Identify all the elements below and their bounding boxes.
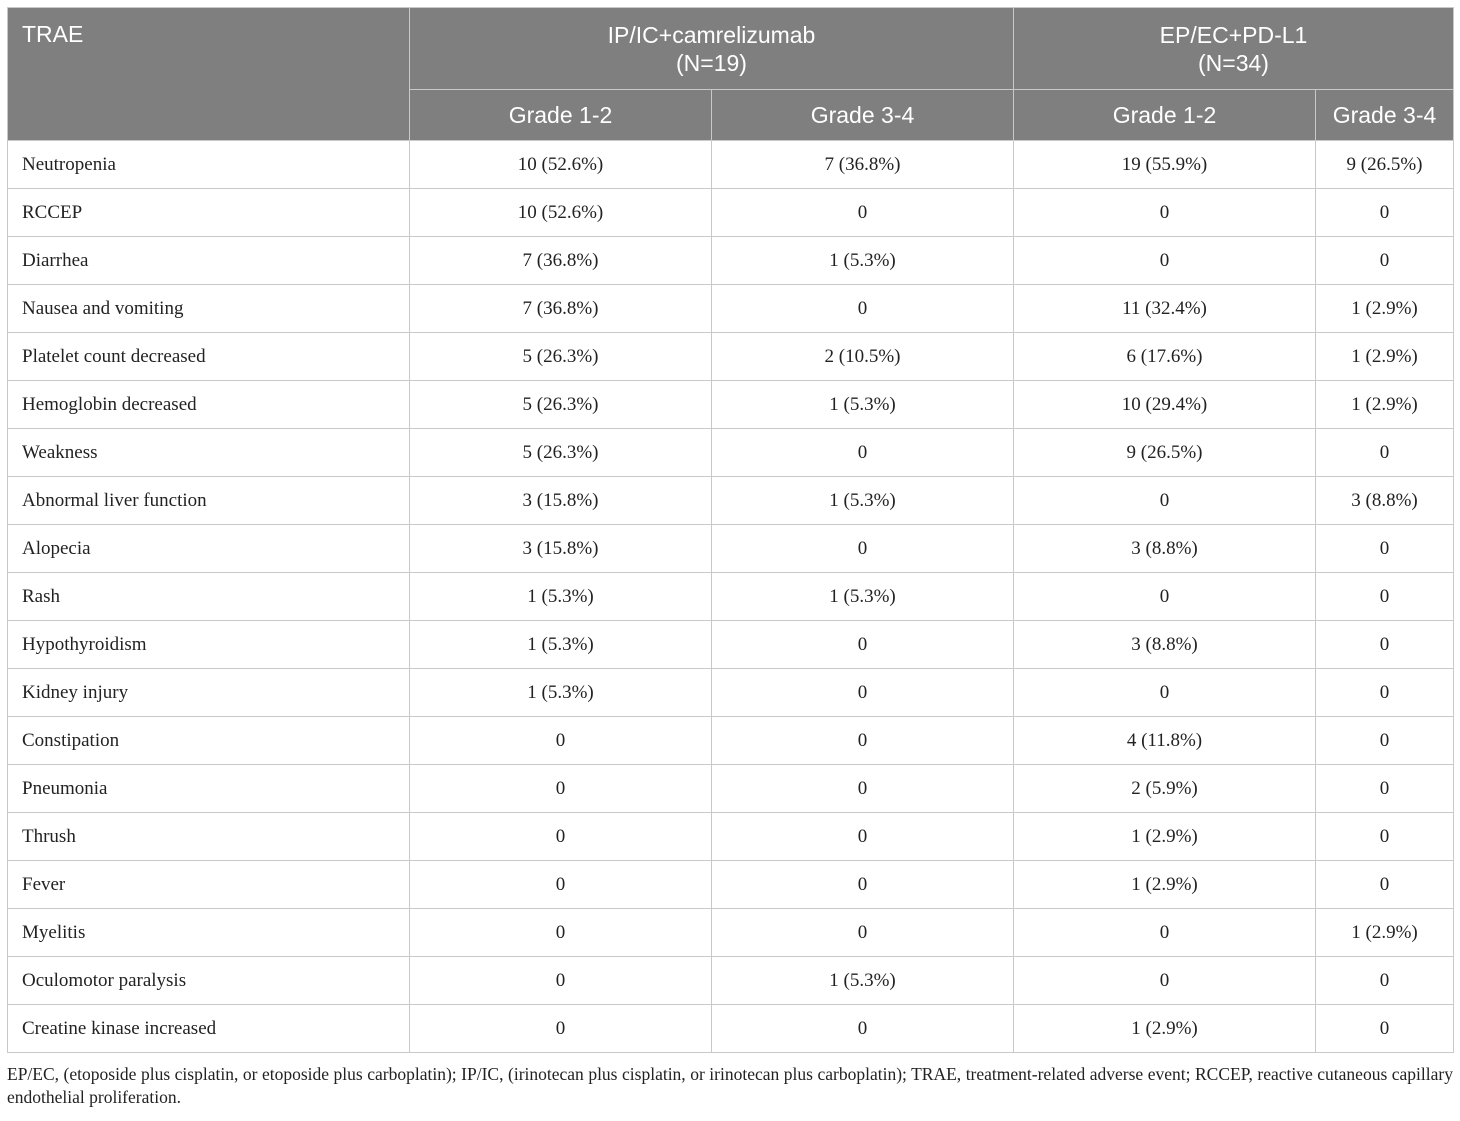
adverse-event-label: Weakness (8, 429, 410, 477)
table-cell: 0 (712, 717, 1014, 765)
table-cell: 0 (1316, 957, 1454, 1005)
table-cell: 1 (5.3%) (712, 237, 1014, 285)
table-cell: 0 (1316, 429, 1454, 477)
adverse-event-label: Neutropenia (8, 141, 410, 189)
table-cell: 0 (1316, 573, 1454, 621)
table-cell: 0 (712, 861, 1014, 909)
table-row (8, 909, 1454, 957)
table-footnote: EP/EC, (etoposide plus cisplatin, or etoposide plus carboplatin); IP/IC, (irinotecan plus cisplatin, or irinotecan plus carboplatin); TRAE, treatment-related adverse event; RCCEP, reactive cutaneous capillary endothelial proliferation. (7, 1064, 1453, 1107)
table-cell: 1 (2.9%) (1316, 909, 1454, 957)
table-cell: 1 (5.3%) (712, 381, 1014, 429)
table-cell: 0 (1316, 861, 1454, 909)
table-cell: 0 (410, 957, 712, 1005)
table-cell: 0 (712, 525, 1014, 573)
table-cell: 1 (5.3%) (410, 621, 712, 669)
table-row (8, 765, 1454, 813)
table-cell: 1 (5.3%) (712, 573, 1014, 621)
table-cell: 0 (1014, 477, 1316, 525)
table-cell: 0 (1014, 237, 1316, 285)
table-row (8, 1005, 1454, 1053)
table-cell: 1 (2.9%) (1014, 813, 1316, 861)
table-row (8, 237, 1454, 285)
table-cell: 0 (712, 429, 1014, 477)
table-row (8, 477, 1454, 525)
table-cell: 0 (410, 717, 712, 765)
table-row (8, 381, 1454, 429)
table-cell: 3 (8.8%) (1014, 525, 1316, 573)
group-name: IP/IC+camrelizumab (607, 21, 816, 48)
table-cell: 0 (1014, 669, 1316, 717)
table-cell: 10 (52.6%) (410, 141, 712, 189)
table-cell: 19 (55.9%) (1014, 141, 1316, 189)
table-cell: 7 (36.8%) (712, 141, 1014, 189)
table-row (8, 717, 1454, 765)
table-row (8, 285, 1454, 333)
header-row-groups (8, 8, 1454, 90)
table-row (8, 429, 1454, 477)
table-cell: 0 (1316, 525, 1454, 573)
table-cell: 10 (52.6%) (410, 189, 712, 237)
table-cell: 7 (36.8%) (410, 285, 712, 333)
table-cell: 0 (1316, 621, 1454, 669)
adverse-event-label: Oculomotor paralysis (8, 957, 410, 1005)
table-row (8, 813, 1454, 861)
group-n: (N=19) (676, 49, 747, 76)
header-grade: Grade 3-4 (712, 90, 1014, 141)
table-cell: 3 (15.8%) (410, 477, 712, 525)
adverse-event-label: Alopecia (8, 525, 410, 573)
table-cell: 3 (8.8%) (1316, 477, 1454, 525)
group-n: (N=34) (1198, 49, 1269, 76)
adverse-event-label: Hypothyroidism (8, 621, 410, 669)
table-cell: 0 (712, 1005, 1014, 1053)
adverse-event-label: Pneumonia (8, 765, 410, 813)
table-cell: 9 (26.5%) (1014, 429, 1316, 477)
table-cell: 1 (2.9%) (1316, 381, 1454, 429)
adverse-event-label: Fever (8, 861, 410, 909)
table-cell: 0 (410, 909, 712, 957)
table-cell: 1 (5.3%) (712, 477, 1014, 525)
table-cell: 0 (1316, 717, 1454, 765)
table-cell: 3 (8.8%) (1014, 621, 1316, 669)
table-row (8, 141, 1454, 189)
table-row (8, 621, 1454, 669)
table-cell: 0 (410, 765, 712, 813)
trae-table (7, 7, 1454, 1053)
table-row (8, 669, 1454, 717)
table-cell: 1 (2.9%) (1316, 285, 1454, 333)
table-header (8, 8, 1454, 141)
table-cell: 0 (410, 813, 712, 861)
table-cell: 0 (1316, 669, 1454, 717)
table-cell: 5 (26.3%) (410, 381, 712, 429)
table-container (7, 7, 1453, 1109)
table-cell: 1 (5.3%) (410, 669, 712, 717)
table-cell: 0 (712, 285, 1014, 333)
adverse-event-label: Rash (8, 573, 410, 621)
table-cell: 1 (2.9%) (1014, 861, 1316, 909)
table-cell: 4 (11.8%) (1014, 717, 1316, 765)
table-cell: 0 (712, 189, 1014, 237)
table-row (8, 573, 1454, 621)
table-body (8, 141, 1454, 1053)
table-cell: 5 (26.3%) (410, 333, 712, 381)
table-cell: 7 (36.8%) (410, 237, 712, 285)
table-cell: 0 (712, 813, 1014, 861)
adverse-event-label: Kidney injury (8, 669, 410, 717)
table-cell: 1 (2.9%) (1014, 1005, 1316, 1053)
adverse-event-label: Abnormal liver function (8, 477, 410, 525)
table-cell: 0 (1014, 957, 1316, 1005)
table-cell: 0 (1014, 189, 1316, 237)
table-cell: 0 (712, 669, 1014, 717)
adverse-event-label: Creatine kinase increased (8, 1005, 410, 1053)
table-cell: 0 (712, 621, 1014, 669)
table-cell: 0 (1316, 189, 1454, 237)
table-cell: 0 (410, 1005, 712, 1053)
table-row (8, 333, 1454, 381)
table-cell: 0 (1014, 909, 1316, 957)
table-cell: 6 (17.6%) (1014, 333, 1316, 381)
table-cell: 0 (1316, 237, 1454, 285)
table-cell: 1 (5.3%) (410, 573, 712, 621)
table-cell: 0 (1316, 1005, 1454, 1053)
table-cell: 2 (10.5%) (712, 333, 1014, 381)
adverse-event-label: Hemoglobin decreased (8, 381, 410, 429)
table-row (8, 189, 1454, 237)
adverse-event-label: Nausea and vomiting (8, 285, 410, 333)
header-group-ip-ic (410, 8, 1014, 90)
table-cell: 0 (1316, 813, 1454, 861)
table-row (8, 861, 1454, 909)
table-row (8, 957, 1454, 1005)
table-cell: 0 (1014, 573, 1316, 621)
table-cell: 0 (1316, 765, 1454, 813)
adverse-event-label: Constipation (8, 717, 410, 765)
adverse-event-label: Myelitis (8, 909, 410, 957)
table-cell: 0 (410, 861, 712, 909)
header-trae: TRAE (8, 8, 410, 141)
header-grade: Grade 3-4 (1316, 90, 1454, 141)
table-cell: 11 (32.4%) (1014, 285, 1316, 333)
table-cell: 0 (712, 909, 1014, 957)
header-grade: Grade 1-2 (1014, 90, 1316, 141)
table-cell: 10 (29.4%) (1014, 381, 1316, 429)
table-cell: 5 (26.3%) (410, 429, 712, 477)
group-name: EP/EC+PD-L1 (1159, 21, 1308, 48)
table-row (8, 525, 1454, 573)
table-cell: 3 (15.8%) (410, 525, 712, 573)
adverse-event-label: Platelet count decreased (8, 333, 410, 381)
adverse-event-label: RCCEP (8, 189, 410, 237)
table-cell: 9 (26.5%) (1316, 141, 1454, 189)
table-cell: 2 (5.9%) (1014, 765, 1316, 813)
table-cell: 1 (5.3%) (712, 957, 1014, 1005)
adverse-event-label: Diarrhea (8, 237, 410, 285)
table-cell: 1 (2.9%) (1316, 333, 1454, 381)
table-cell: 0 (712, 765, 1014, 813)
header-grade: Grade 1-2 (410, 90, 712, 141)
adverse-event-label: Thrush (8, 813, 410, 861)
header-group-ep-ec (1014, 8, 1454, 90)
